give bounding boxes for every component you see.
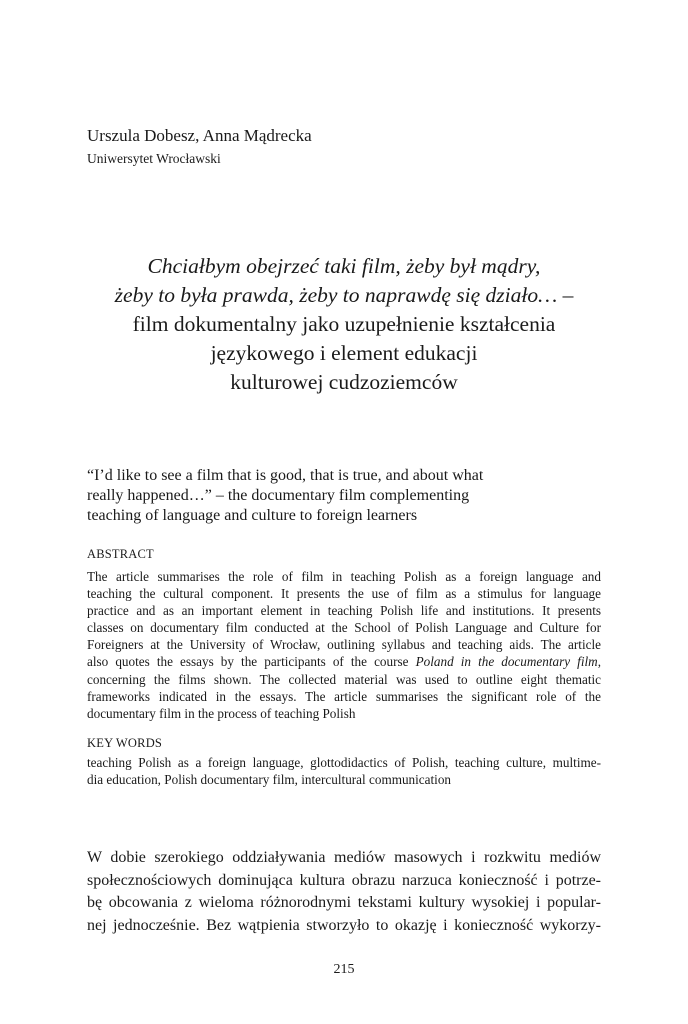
body-paragraph [87,847,601,937]
english-title-line-2: really happened…” – the documentary film complementing [87,487,470,504]
abstract-line: teaching the cultural component. It presents the use of film as a stimulus for language [87,586,601,602]
body-line: nej jednocześnie. Bez wątpienia stworzyło to okazję i konieczność wykorzy- [87,916,601,934]
page-number: 215 [333,962,355,977]
abstract-heading: ABSTRACT [87,547,154,561]
article-title [60,252,628,397]
english-title-line-3: teaching of language and culture to foreign learners [87,507,418,524]
keywords-body [87,754,601,788]
english-title [87,466,607,526]
abstract-line: Foreigners at the University of Wrocław, outlining syllabus and teaching aids. The article [87,637,601,653]
title-roman-line-2: językowego i element edukacji [210,341,478,365]
abstract-line-course-after: , [597,654,601,670]
title-line-2 [60,281,628,310]
keywords-line: dia education, Polish documentary film, intercultural communication [87,772,452,788]
english-title-line-1: “I’d like to see a film that is good, that is true, and about what [87,467,484,484]
abstract-line: frameworks indicated in the essays. The article summarises the significant role of the [87,688,601,704]
abstract-line-course [87,653,601,670]
keywords-line: teaching Polish as a foreign language, glottodidactics of Polish, teaching culture, multime- [87,755,601,770]
abstract-line: classes on documentary film conducted at the School of Polish Language and Culture for [87,620,601,636]
title-roman-line-1: film dokumentalny jako uzupełnienie kształcenia [132,312,556,336]
abstract-line-course-before: also quotes the essays by the participants of the course [87,654,416,670]
title-roman-line-3: kulturowej cudzoziemców [230,370,458,394]
abstract-line: practice and as an important element in teaching Polish life and institutions. It presents [87,603,601,619]
authors: Urszula Dobesz, Anna Mądrecka [87,126,312,145]
abstract-body [87,568,601,722]
abstract-line: concerning the films shown. The collected material was used to outline eight thematic [87,671,601,687]
course-title: Poland in the documentary film [415,654,598,670]
body-line: społecznościowych dominująca kultura obrazu narzuca konieczność i potrze- [87,871,601,889]
keywords-heading: KEY WORDS [87,736,163,750]
title-italic-line-2: żeby to była prawda, żeby to naprawdę się działo… [114,283,558,307]
title-italic-line-1: Chciałbym obejrzeć taki film, żeby był mądry, [147,254,541,278]
affiliation: Uniwersytet Wrocławski [87,151,221,166]
body-line: W dobie szerokiego oddziaływania mediów masowych i rozkwitu mediów [87,849,601,866]
abstract-line: The article summarises the role of film in teaching Polish as a foreign language and [87,569,601,584]
body-line: bę obcowania z wieloma różnorodnymi tekstami kultury wysokiej i popular- [87,894,601,911]
title-dash: – [557,283,574,307]
abstract-line: documentary film in the process of teaching Polish [87,705,356,721]
